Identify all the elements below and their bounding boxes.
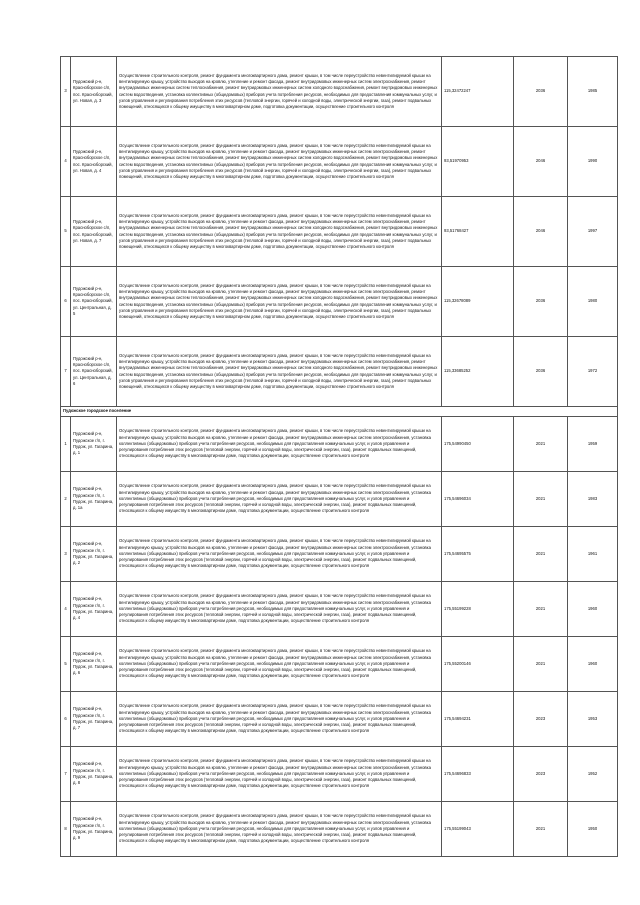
built-year-cell: 1972 bbox=[568, 337, 618, 407]
table-row bbox=[61, 417, 618, 472]
cost-cell: 115,32472247 bbox=[442, 57, 514, 127]
year-cell: 2046 bbox=[514, 127, 568, 197]
address-cell: Пудожский р-н, Пудожское г/п, г. Пудож, ул. Гагарина, д. 1 bbox=[71, 417, 117, 472]
cost-cell: 115,32678089 bbox=[442, 267, 514, 337]
work-description-cell: Осуществление строительного контроля, ремонт фундамента многоквартирного дома, ремонт крыши, в том числе переустройство невентилируемой крыши на вентилируемую крышу, устройство выходов на кровлю, утепление и ремонт фасада, ремонт внутридомовых инженерных систем электроснабжения, ремонт внутридомовых инженерных систем теплоснабжения, ремонт внутридомовых инженерных систем холодного водоснабжения, ремонт внутридомовых инженерных систем водоотведения, установка коллективных (общедомовых) приборов учета потребления ресурсов, необходимых для предоставления коммунальных услуг, и узлов управления и регулирования потребления этих ресурсов (тепловой энергии, горячей и холодной воды, электрической энергии, газа), ремонт подвальных помещений, относящихся к общему имуществу в многоквартирном доме, подготовка документации, осуществление строительного контроля bbox=[117, 57, 442, 127]
address-cell: Пудожский р-н, Красноборское с/п, пос. Красноборский, ул. Новая, д. 7 bbox=[71, 197, 117, 267]
address-cell: Пудожский р-н, Пудожское г/п, г. Пудож, ул. Гагарина, д. 8 bbox=[71, 747, 117, 802]
address-cell: Пудожский р-н, Пудожское г/п, г. Пудож, ул. Гагарина, д. 4 bbox=[71, 582, 117, 637]
cost-cell: 175,54694231 bbox=[442, 692, 514, 747]
address-cell: Пудожский р-н, Пудожское г/п, г. Пудож, ул. Гагарина, д. 1а bbox=[71, 472, 117, 527]
work-description-cell: Осуществление строительного контроля, ремонт фундамента многоквартирного дома, ремонт крыши, в том числе переустройство невентилируемой крыши на вентилируемую крышу, устройство выходов на кровлю, утепление и ремонт фасада, ремонт внутридомовых инженерных систем электроснабжения, ремонт внутридомовых инженерных систем теплоснабжения, ремонт внутридомовых инженерных систем холодного водоснабжения, ремонт внутридомовых инженерных систем водоотведения, установка коллективных (общедомовых) приборов учета потребления ресурсов, необходимых для предоставления коммунальных услуг, и узлов управления и регулирования потребления этих ресурсов (тепловой энергии, горячей и холодной воды, электрической энергии, газа), ремонт подвальных помещений, относящихся к общему имуществу в многоквартирном доме, подготовка документации, осуществление строительного контроля bbox=[117, 267, 442, 337]
work-description-cell: Осуществление строительного контроля, ремонт фундамента многоквартирного дома, ремонт крыши, в том числе переустройство невентилируемой крыши на вентилируемую крышу, устройство выходов на кровлю, утепление и ремонт фасада, ремонт внутридомовых инженерных систем электроснабжения, ремонт внутридомовых инженерных систем теплоснабжения, ремонт внутридомовых инженерных систем холодного водоснабжения, ремонт внутридомовых инженерных систем водоотведения, установка коллективных (общедомовых) приборов учета потребления ресурсов, необходимых для предоставления коммунальных услуг, и узлов управления и регулирования потребления этих ресурсов (тепловой энергии, горячей и холодной воды, электрической энергии, газа), ремонт подвальных помещений, относящихся к общему имуществу в многоквартирном доме, подготовка документации, осуществление строительного контроля bbox=[117, 127, 442, 197]
address-cell: Пудожский р-н, Пудожское г/п, г. Пудож, ул. Гагарина, д. 6 bbox=[71, 637, 117, 692]
cost-cell: 175,54696833 bbox=[442, 747, 514, 802]
row-number: 7 bbox=[61, 747, 71, 802]
built-year-cell: 1960 bbox=[568, 582, 618, 637]
built-year-cell: 1960 bbox=[568, 637, 618, 692]
table-row bbox=[61, 127, 618, 197]
table-row bbox=[61, 692, 618, 747]
built-year-cell: 1980 bbox=[568, 267, 618, 337]
year-cell: 2036 bbox=[514, 267, 568, 337]
year-cell: 2023 bbox=[514, 747, 568, 802]
year-cell: 2046 bbox=[514, 197, 568, 267]
address-cell: Пудожский р-н, Красноборское с/п, пос. Красноборский, ул. Центральная, д. 6 bbox=[71, 337, 117, 407]
work-description-cell: Осуществление строительного контроля, ремонт фундамента многоквартирного дома, ремонт крыши, в том числе переустройство невентилируемой крыши на вентилируемую крышу, устройство выходов на кровлю, утепление и ремонт фасада, ремонт внутридомовых инженерных систем электроснабжения, установка коллективных (общедомовых) приборов учета потребления ресурсов, необходимых для предоставления коммунальных услуг, и узлов управления и регулирования потребления этих ресурсов (тепловой энергии, горячей и холодной воды, электрической энергии, газа), ремонт подвальных помещений, относящихся к общему имуществу в многоквартирном доме, подготовка документации, осуществление строительного контроля bbox=[117, 747, 442, 802]
work-description-cell: Осуществление строительного контроля, ремонт фундамента многоквартирного дома, ремонт крыши, в том числе переустройство невентилируемой крыши на вентилируемую крышу, устройство выходов на кровлю, утепление и ремонт фасада, ремонт внутридомовых инженерных систем электроснабжения, установка коллективных (общедомовых) приборов учета потребления ресурсов, необходимых для предоставления коммунальных услуг, и узлов управления и регулирования потребления этих ресурсов (тепловой энергии, горячей и холодной воды, электрической энергии, газа), ремонт подвальных помещений, относящихся к общему имуществу в многоквартирном доме, подготовка документации, осуществление строительного контроля bbox=[117, 472, 442, 527]
cost-cell: 175,55199043 bbox=[442, 802, 514, 857]
cost-cell: 175,54990450 bbox=[442, 417, 514, 472]
table-row bbox=[61, 802, 618, 857]
work-description-cell: Осуществление строительного контроля, ремонт фундамента многоквартирного дома, ремонт крыши, в том числе переустройство невентилируемой крыши на вентилируемую крышу, устройство выходов на кровлю, утепление и ремонт фасада, ремонт внутридомовых инженерных систем электроснабжения, установка коллективных (общедомовых) приборов учета потребления ресурсов, необходимых для предоставления коммунальных услуг, и узлов управления и регулирования потребления этих ресурсов (тепловой энергии, горячей и холодной воды, электрической энергии, газа), ремонт подвальных помещений, относящихся к общему имуществу в многоквартирном доме, подготовка документации, осуществление строительного контроля bbox=[117, 637, 442, 692]
year-cell: 2021 bbox=[514, 802, 568, 857]
built-year-cell: 1985 bbox=[568, 57, 618, 127]
program-table bbox=[60, 56, 618, 857]
row-number: 4 bbox=[61, 582, 71, 637]
work-description-cell: Осуществление строительного контроля, ремонт фундамента многоквартирного дома, ремонт крыши, в том числе переустройство невентилируемой крыши на вентилируемую крышу, устройство выходов на кровлю, утепление и ремонт фасада, ремонт внутридомовых инженерных систем электроснабжения, установка коллективных (общедомовых) приборов учета потребления ресурсов, необходимых для предоставления коммунальных услуг, и узлов управления и регулирования потребления этих ресурсов (тепловой энергии, горячей и холодной воды, электрической энергии, газа), ремонт подвальных помещений, относящихся к общему имуществу в многоквартирном доме, подготовка документации, осуществление строительного контроля bbox=[117, 582, 442, 637]
address-cell: Пудожский р-н, Красноборское с/п, пос. Красноборский, ул. Центральная, д. 5 bbox=[71, 267, 117, 337]
year-cell: 2021 bbox=[514, 527, 568, 582]
year-cell: 2021 bbox=[514, 417, 568, 472]
row-number: 6 bbox=[61, 692, 71, 747]
year-cell: 2021 bbox=[514, 472, 568, 527]
built-year-cell: 1953 bbox=[568, 692, 618, 747]
year-cell: 2021 bbox=[514, 582, 568, 637]
table-row bbox=[61, 747, 618, 802]
built-year-cell: 1990 bbox=[568, 127, 618, 197]
built-year-cell: 1997 bbox=[568, 197, 618, 267]
section-title: Пудожское городское поселение bbox=[61, 407, 618, 417]
table-row bbox=[61, 472, 618, 527]
row-number: 2 bbox=[61, 472, 71, 527]
year-cell: 2036 bbox=[514, 337, 568, 407]
cost-cell: 175,54695575 bbox=[442, 527, 514, 582]
cost-cell: 175,55199228 bbox=[442, 582, 514, 637]
year-cell: 2036 bbox=[514, 57, 568, 127]
section-header-row bbox=[61, 407, 618, 417]
table-row bbox=[61, 527, 618, 582]
table-row bbox=[61, 637, 618, 692]
table-row bbox=[61, 582, 618, 637]
year-cell: 2023 bbox=[514, 692, 568, 747]
work-description-cell: Осуществление строительного контроля, ремонт фундамента многоквартирного дома, ремонт крыши, в том числе переустройство невентилируемой крыши на вентилируемую крышу, устройство выходов на кровлю, утепление и ремонт фасада, ремонт внутридомовых инженерных систем электроснабжения, установка коллективных (общедомовых) приборов учета потребления ресурсов, необходимых для предоставления коммунальных услуг, и узлов управления и регулирования потребления этих ресурсов (тепловой энергии, горячей и холодной воды, электрической энергии, газа), ремонт подвальных помещений, относящихся к общему имуществу в многоквартирном доме, подготовка документации, осуществление строительного контроля bbox=[117, 692, 442, 747]
work-description-cell: Осуществление строительного контроля, ремонт фундамента многоквартирного дома, ремонт крыши, в том числе переустройство невентилируемой крыши на вентилируемую крышу, устройство выходов на кровлю, утепление и ремонт фасада, ремонт внутридомовых инженерных систем электроснабжения, установка коллективных (общедомовых) приборов учета потребления ресурсов, необходимых для предоставления коммунальных услуг, и узлов управления и регулирования потребления этих ресурсов (тепловой энергии, горячей и холодной воды, электрической энергии, газа), ремонт подвальных помещений, относящихся к общему имуществу в многоквартирном доме, подготовка документации, осуществление строительного контроля bbox=[117, 527, 442, 582]
built-year-cell: 1952 bbox=[568, 747, 618, 802]
address-cell: Пудожский р-н, Пудожское г/п, г. Пудож, ул. Гагарина, д. 9 bbox=[71, 802, 117, 857]
table-row bbox=[61, 337, 618, 407]
year-cell: 2021 bbox=[514, 637, 568, 692]
address-cell: Пудожский р-н, Пудожское г/п, г. Пудож, ул. Гагарина, д. 7 bbox=[71, 692, 117, 747]
cost-cell: 175,55200146 bbox=[442, 637, 514, 692]
work-description-cell: Осуществление строительного контроля, ремонт фундамента многоквартирного дома, ремонт крыши, в том числе переустройство невентилируемой крыши на вентилируемую крышу, устройство выходов на кровлю, утепление и ремонт фасада, ремонт внутридомовых инженерных систем электроснабжения, ремонт внутридомовых инженерных систем теплоснабжения, ремонт внутридомовых инженерных систем холодного водоснабжения, ремонт внутридомовых инженерных систем водоотведения, установка коллективных (общедомовых) приборов учета потребления ресурсов, необходимых для предоставления коммунальных услуг, и узлов управления и регулирования потребления этих ресурсов (тепловой энергии, горячей и холодной воды, электрической энергии, газа), ремонт подвальных помещений, относящихся к общему имуществу в многоквартирном доме, подготовка документации, осуществление строительного контроля bbox=[117, 337, 442, 407]
cost-cell: 93,51768427 bbox=[442, 197, 514, 267]
address-cell: Пудожский р-н, Красноборское с/п, пос. Красноборский, ул. Новая, д. 3 bbox=[71, 57, 117, 127]
built-year-cell: 1959 bbox=[568, 417, 618, 472]
cost-cell: 175,54696034 bbox=[442, 472, 514, 527]
address-cell: Пудожский р-н, Красноборское с/п, пос. Красноборский, ул. Новая, д. 4 bbox=[71, 127, 117, 197]
built-year-cell: 1961 bbox=[568, 527, 618, 582]
table-body bbox=[61, 57, 618, 857]
work-description-cell: Осуществление строительного контроля, ремонт фундамента многоквартирного дома, ремонт крыши, в том числе переустройство невентилируемой крыши на вентилируемую крышу, устройство выходов на кровлю, утепление и ремонт фасада, ремонт внутридомовых инженерных систем электроснабжения, установка коллективных (общедомовых) приборов учета потребления ресурсов, необходимых для предоставления коммунальных услуг, и узлов управления и регулирования потребления этих ресурсов (тепловой энергии, горячей и холодной воды, электрической энергии, газа), ремонт подвальных помещений, относящихся к общему имуществу в многоквартирном доме, подготовка документации, осуществление строительного контроля bbox=[117, 802, 442, 857]
work-description-cell: Осуществление строительного контроля, ремонт фундамента многоквартирного дома, ремонт крыши, в том числе переустройство невентилируемой крыши на вентилируемую крышу, устройство выходов на кровлю, утепление и ремонт фасада, ремонт внутридомовых инженерных систем электроснабжения, установка коллективных (общедомовых) приборов учета потребления ресурсов, необходимых для предоставления коммунальных услуг, и узлов управления и регулирования потребления этих ресурсов (тепловой энергии, горячей и холодной воды, электрической энергии, газа), ремонт подвальных помещений, относящихся к общему имуществу в многоквартирном доме, подготовка документации, осуществление строительного контроля bbox=[117, 417, 442, 472]
row-number: 4 bbox=[61, 127, 71, 197]
row-number: 3 bbox=[61, 57, 71, 127]
row-number: 3 bbox=[61, 527, 71, 582]
address-cell: Пудожский р-н, Пудожское г/п, г. Пудож, ул. Гагарина, д. 2 bbox=[71, 527, 117, 582]
row-number: 5 bbox=[61, 637, 71, 692]
row-number: 1 bbox=[61, 417, 71, 472]
cost-cell: 93,51970953 bbox=[442, 127, 514, 197]
table-row bbox=[61, 57, 618, 127]
built-year-cell: 1983 bbox=[568, 472, 618, 527]
table-row bbox=[61, 267, 618, 337]
row-number: 5 bbox=[61, 197, 71, 267]
table-row bbox=[61, 197, 618, 267]
row-number: 7 bbox=[61, 337, 71, 407]
work-description-cell: Осуществление строительного контроля, ремонт фундамента многоквартирного дома, ремонт крыши, в том числе переустройство невентилируемой крыши на вентилируемую крышу, устройство выходов на кровлю, утепление и ремонт фасада, ремонт внутридомовых инженерных систем электроснабжения, ремонт внутридомовых инженерных систем теплоснабжения, ремонт внутридомовых инженерных систем холодного водоснабжения, ремонт внутридомовых инженерных систем водоотведения, установка коллективных (общедомовых) приборов учета потребления ресурсов, необходимых для предоставления коммунальных услуг, и узлов управления и регулирования потребления этих ресурсов (тепловой энергии, горячей и холодной воды, электрической энергии, газа), ремонт подвальных помещений, относящихся к общему имуществу в многоквартирном доме, подготовка документации, осуществление строительного контроля bbox=[117, 197, 442, 267]
built-year-cell: 1950 bbox=[568, 802, 618, 857]
row-number: 8 bbox=[61, 802, 71, 857]
cost-cell: 115,33685252 bbox=[442, 337, 514, 407]
row-number: 6 bbox=[61, 267, 71, 337]
